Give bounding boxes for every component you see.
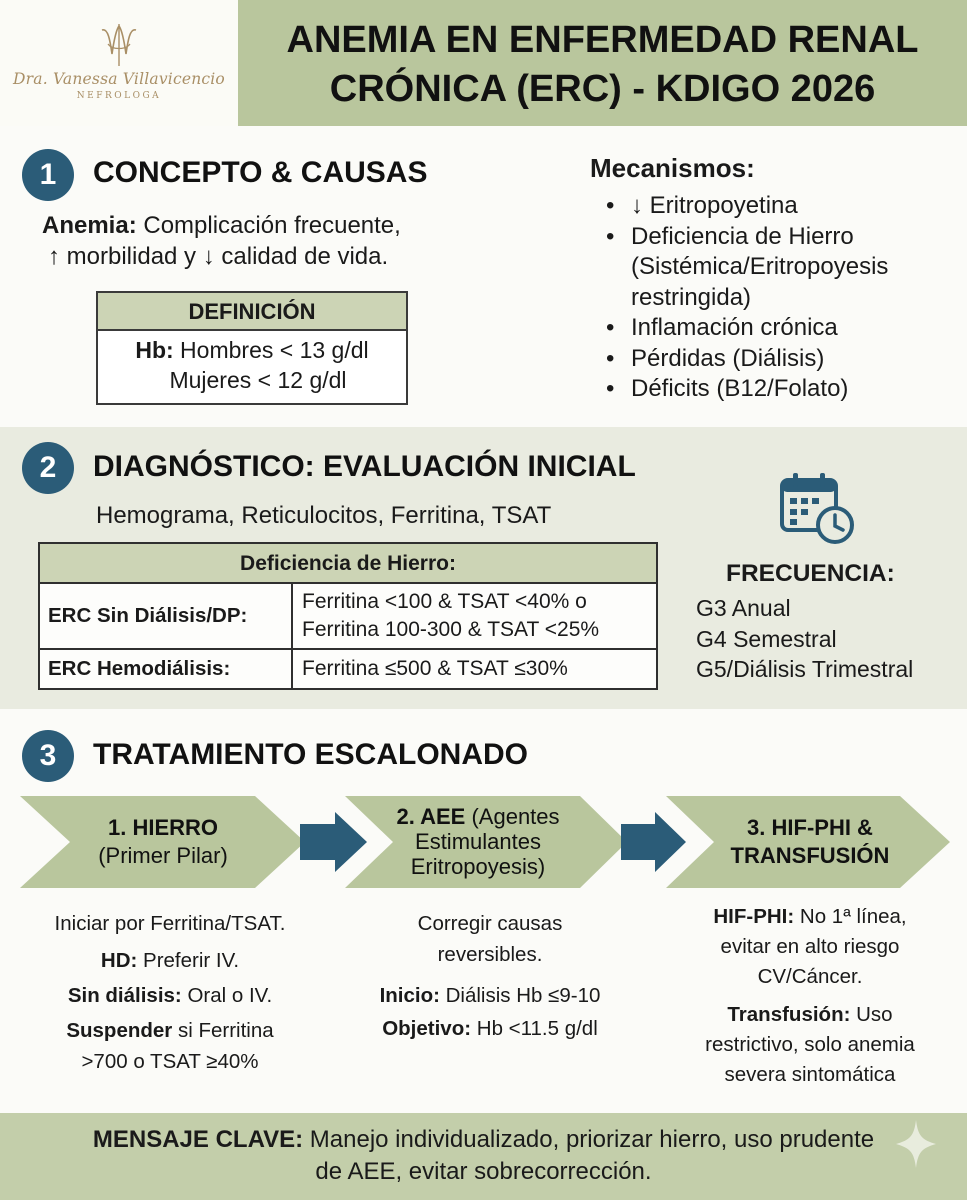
sparkle-icon <box>894 1118 938 1170</box>
mechanism-item: • Pérdidas (Diálisis) <box>606 344 961 375</box>
table-row <box>40 584 656 650</box>
row-value: Ferritina ≤500 & TSAT ≤30% <box>302 657 568 680</box>
mechanism-item: • Inflamación crónica <box>606 313 961 344</box>
section1-number: 1 <box>22 149 74 201</box>
step1-title: 1. HIERRO <box>107 815 219 840</box>
step3-tx-text2: restrictivo, solo anemia <box>705 1033 915 1056</box>
frequency-item: G3 Anual <box>696 595 791 621</box>
definition-men <box>98 337 406 364</box>
section1-title: CONCEPTO & CAUSAS <box>93 156 428 189</box>
step3-details <box>655 902 965 1090</box>
frequency-item: G4 Semestral <box>696 625 837 652</box>
step1-suspend-label: Suspender <box>66 1019 173 1042</box>
step1-label <box>70 815 256 868</box>
arrow-right-icon <box>300 812 367 872</box>
step3-tx-label: Transfusión: <box>727 1003 851 1026</box>
section3-number: 3 <box>22 730 74 782</box>
step2-title: 2. AEE <box>396 804 466 829</box>
logo-subtitle: NEFROLOGA <box>76 91 162 101</box>
page-title <box>238 16 967 114</box>
mechanism-item: • ↓ Eritropoyetina <box>606 191 961 222</box>
frequency-item: G5/Diálisis Trimestral <box>696 656 914 682</box>
step1-hd-label: HD: <box>100 949 138 972</box>
step1-subtitle: (Primer Pilar) <box>98 843 228 868</box>
definition-women: Mujeres < 12 g/dl <box>169 367 347 393</box>
step3-tx-text3: severa sintomática <box>724 1063 896 1086</box>
anemia-description <box>42 210 502 272</box>
step3-title-line1: 3. HIF-PHI & <box>747 815 873 840</box>
section2-subtitle: Hemograma, Reticulocitos, Ferritina, TSAT <box>96 502 552 529</box>
logo-name: Dra. Vanessa Villavicencio <box>13 70 225 88</box>
mechanisms-list <box>606 191 961 405</box>
step3-title-line2: TRANSFUSIÓN <box>730 843 890 868</box>
key-message-label: MENSAJE CLAVE: <box>92 1126 304 1153</box>
row-label: ERC Sin Diálisis/DP: <box>40 584 293 648</box>
step2-line3: Eritropoyesis) <box>410 854 546 879</box>
definition-box <box>96 291 408 405</box>
key-message <box>20 1124 947 1188</box>
definition-men-text: Hombres < 13 g/dl <box>173 337 369 363</box>
page-title-line2: CRÓNICA (ERC) - KDIGO 2026 <box>329 68 876 110</box>
step1-nd-text: Oral o IV. <box>181 984 273 1007</box>
step3-hif-label: HIF-PHI: <box>713 905 795 928</box>
arrow-right-icon <box>621 812 686 872</box>
step3-hif-text3: CV/Cáncer. <box>757 965 863 988</box>
mechanism-item: • Déficits (B12/Folato) <box>606 374 961 405</box>
iron-deficiency-table <box>38 542 658 690</box>
row-label: ERC Hemodiálisis: <box>40 650 293 688</box>
anemia-text2: ↑ morbilidad y ↓ calidad de vida. <box>48 243 389 270</box>
frequency-list <box>696 593 913 685</box>
anemia-label: Anemia: <box>42 212 137 239</box>
step1-suspend-text1: si Ferritina <box>172 1019 274 1042</box>
section3-title: TRATAMIENTO ESCALONADO <box>93 738 528 771</box>
page-title-line1: ANEMIA EN ENFERMEDAD RENAL <box>286 19 919 61</box>
step2-text2: reversibles. <box>437 943 543 966</box>
mechanisms-title: Mecanismos: <box>590 153 755 183</box>
definition-heading: DEFINICIÓN <box>98 293 406 331</box>
frequency-title: FRECUENCIA: <box>726 560 895 587</box>
key-message-text2: de AEE, evitar sobrecorrección. <box>315 1158 652 1185</box>
step2-details <box>335 908 645 1044</box>
step3-label <box>705 815 915 868</box>
calendar-clock-icon <box>779 471 857 547</box>
section2-number: 2 <box>22 442 74 494</box>
step3-hif-text2: evitar en alto riesgo <box>720 935 900 958</box>
step1-details <box>10 908 330 1077</box>
section2-title: DIAGNÓSTICO: EVALUACIÓN INICIAL <box>93 450 636 483</box>
step2-goal-label: Objetivo: <box>382 1017 472 1040</box>
step1-suspend-text2: >700 o TSAT ≥40% <box>81 1050 259 1073</box>
row-value-line2: Ferritina 100-300 & TSAT <25% <box>302 618 600 641</box>
step2-start-label: Inicio: <box>379 984 440 1007</box>
step2-label <box>378 804 578 879</box>
anemia-text1: Complicación frecuente, <box>136 212 401 239</box>
logo-monogram-icon <box>98 20 140 68</box>
step2-text1: Corregir causas <box>417 912 563 935</box>
step1-hd-text: Preferir IV. <box>137 949 240 972</box>
step3-hif-text1: No 1ª línea, <box>794 905 907 928</box>
row-value-line1: Ferritina <100 & TSAT <40% o <box>302 590 587 613</box>
step2-title-rest: (Agentes <box>465 804 560 829</box>
step1-line1: Iniciar por Ferritina/TSAT. <box>54 912 286 935</box>
iron-table-heading: Deficiencia de Hierro: <box>40 544 656 584</box>
mechanism-item: • Deficiencia de Hierro (Sistémica/Eritropoyesis restringida) <box>606 222 961 314</box>
step1-nd-label: Sin diálisis: <box>67 984 182 1007</box>
step2-line2: Estimulantes <box>415 829 541 854</box>
hb-label: Hb: <box>135 337 174 363</box>
table-row <box>40 650 656 688</box>
step3-tx-text1: Uso <box>850 1003 893 1026</box>
key-message-text1: Manejo individualizado, priorizar hierro, uso prudente <box>303 1126 875 1153</box>
step2-start-text: Diálisis Hb ≤9-10 <box>439 984 601 1007</box>
step2-goal-text: Hb <11.5 g/dl <box>471 1017 598 1040</box>
